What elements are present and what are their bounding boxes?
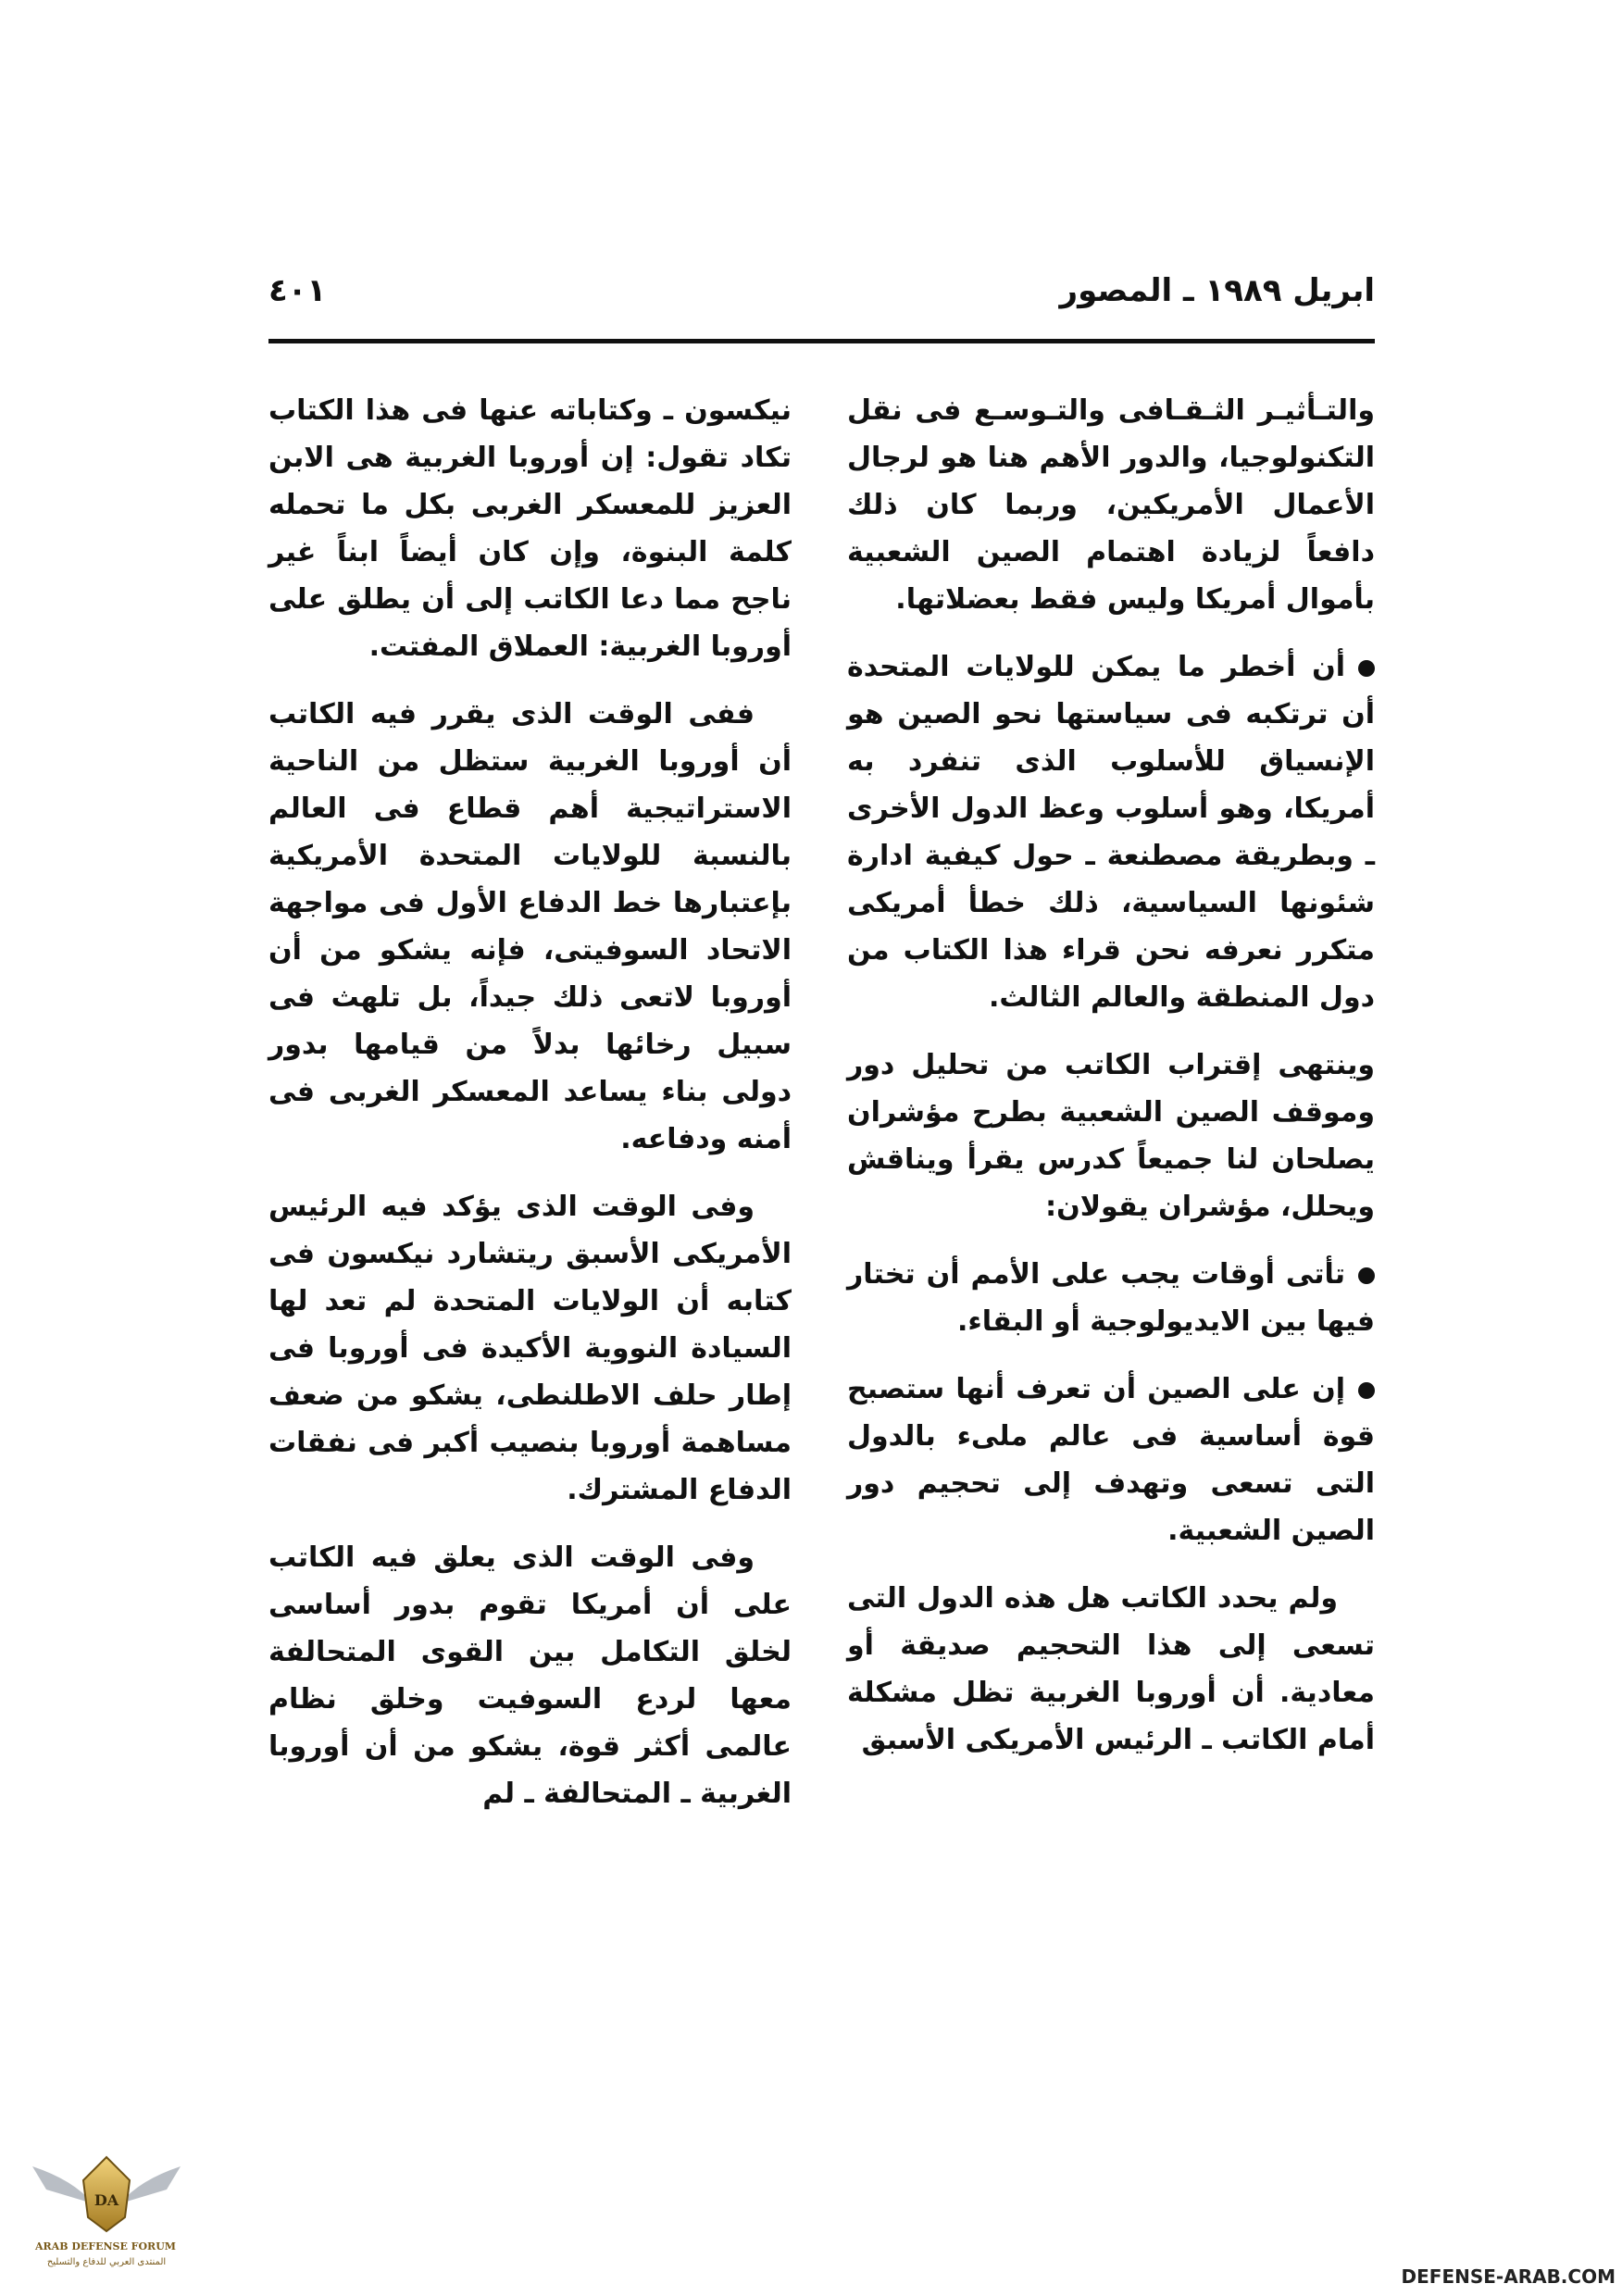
paragraph	[268, 387, 792, 670]
bullet-icon	[1358, 1267, 1375, 1284]
paragraph-text: تأتى أوقات يجب على الأمم أن تختار فيها بين الايديولوجية أو البقاء.	[847, 1258, 1375, 1338]
paragraph-text: وفى الوقت الذى يؤكد فيه الرئيس الأمريكى الأسبق ريتشارد نيكسون فى كتابه أن الولايات المتحدة لم تعد لها السيادة النووية الأكيدة فى أوروبا فى إطار حلف الاطلنطى، يشكو من ضعف مساهمة أوروبا بنصيب أكبر فى نفقات الدفاع المشترك.	[268, 1191, 792, 1506]
paragraph	[268, 691, 792, 1163]
paragraph-text: وينتهى إقتراب الكاتب من تحليل دور وموقف الصين الشعبية بطرح مؤشران يصلحان لنا جميعاً كدرس يقرأ ويناقش ويحلل، مؤشران يقولان:	[847, 1049, 1375, 1223]
paragraph-text: وفى الوقت الذى يعلق فيه الكاتب على أن أمريكا تقوم بدور أساسى لخلق التكامل بين القوى المتحالفة معها لردع السوفيت وخلق نظام عالمى أكثر قوة، يشكو من أن أوروبا الغربية ـ المتحالفة ـ لم	[268, 1541, 792, 1810]
bullet-icon	[1358, 660, 1375, 677]
logo-caption-arabic: المنتدى العربي للدفاع والتسليح	[46, 2257, 167, 2267]
paragraph-text: نيكسون ـ وكتاباته عنها فى هذا الكتاب تكاد تقول: إن أوروبا الغربية هى الابن العزيز للمعسكر الغربى بكل ما تحمله كلمة البنوة، وإن كان أيضاً ابناً غير ناجح مما دعا الكاتب إلى أن يطلق على أوروبا الغربية: العملاق المفتت.	[268, 394, 792, 663]
paragraph-text: إن على الصين أن تعرف أنها ستصبح قوة أساسية فى عالم ملىء بالدول التى تسعى وتهدف إلى تحجيم دور الصين الشعبية.	[847, 1373, 1375, 1547]
paragraph	[268, 1183, 792, 1514]
header-rule	[268, 339, 1375, 343]
bullet-icon	[1358, 1382, 1375, 1399]
running-title: ابريل ١٩٨٩ ـ المصور	[1059, 272, 1375, 309]
paragraph	[268, 1534, 792, 1817]
page-header	[268, 268, 1375, 324]
paragraph-text: ولم يحدد الكاتب هل هذه الدول التى تسعى إلى هذا التحجيم صديقة أو معادية. أن أوروبا الغربية تظل مشكلة أمام الكاتب ـ الرئيس الأمريكى الأسبق	[847, 1582, 1375, 1756]
paragraph	[847, 1366, 1375, 1554]
right-column	[847, 387, 1375, 1784]
paragraph	[847, 1042, 1375, 1230]
site-watermark: DEFENSE-ARAB.COM	[1401, 2265, 1616, 2288]
paragraph-text: أن أخطر ما يمكن للولايات المتحدة أن ترتكبه فى سياستها نحو الصين هو الإنسياق للأسلوب الذى تنفرد به أمريكا، وهو أسلوب وعظ الدول الأخرى ـ وبطريقة مصطنعة ـ حول كيفية ادارة شئونها السياسية، ذلك خطأ أمريكى متكرر نعرفه نحن قراء هذا الكتاب من دول المنطقة والعالم الثالث.	[847, 651, 1375, 1014]
paragraph	[847, 1575, 1375, 1764]
left-column	[268, 387, 792, 1838]
logo-caption: ARAB DEFENSE FORUM	[35, 2240, 176, 2252]
paragraph-text: ففى الوقت الذى يقرر فيه الكاتب أن أوروبا الغربية ستظل من الناحية الاستراتيجية أهم قطاع فى العالم بالنسبة للولايات المتحدة الأمريكية بإعتبارها خط الدفاع الأول فى مواجهة الاتحاد السوفيتى، فإنه يشكو من أن أوروبا لاتعى ذلك جيداً، بل تلهث فى سبيل رخائها بدلاً من قيامها بدور دولى بناء يساعد المعسكر الغربى فى أمنه ودفاعه.	[268, 698, 792, 1155]
paragraph	[847, 643, 1375, 1021]
paragraph-text: والتـأثيـر الثـقـافى والتـوسـع فى نقل التكنولوجيا، والدور الأهم هنا هو لرجال الأعمال الأمريكين، وربما كان ذلك دافعاً لزيادة اهتمام الصين الشعبية بأموال أمريكا وليس فقط بعضلاتها.	[847, 394, 1375, 616]
svg-text:DA: DA	[94, 2191, 119, 2209]
page-number: ٤٠١	[268, 272, 327, 309]
paragraph	[847, 1251, 1375, 1345]
paragraph	[847, 387, 1375, 623]
